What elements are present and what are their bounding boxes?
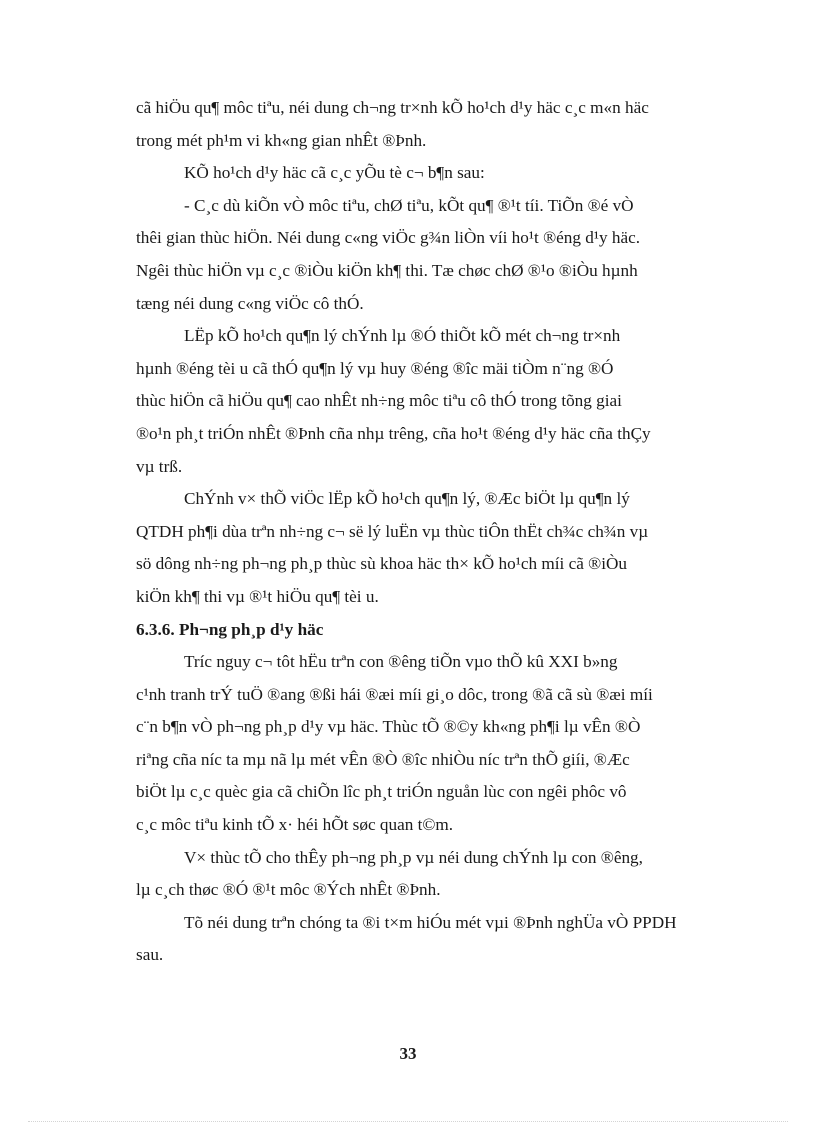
section-heading: 6.3.6. Ph¬ng ph¸p d¹y häc [136,619,324,639]
text-line: lµ c¸ch thøc ®Ó ®¹t môc ®Ých nhÊt ®Þnh. [136,880,441,900]
text-line: thùc hiÖn cã hiÖu qu¶ cao nhÊt nh÷ng môc tiªu cô thÓ trong tõng giai [136,391,622,411]
text-line: - C¸c dù kiÕn vÒ môc tiªu, chØ tiªu, kÕt qu¶ ®¹t tíi. TiÕn ®é vÒ [184,195,634,215]
text-line: c¹nh tranh trÝ tuÖ ®ang ®ßi hái ®æi míi gi¸o dôc, trong ®ã cã sù ®æi míi [136,684,653,704]
text-line: LËp kÕ ho¹ch qu¶n lý chÝnh lµ ®Ó thiÕt kÕ mét ch¬ng tr×nh [184,326,621,346]
text-line: Tõ néi dung trªn chóng ta ®i t×m hiÓu mét vµi ®Þnh nghÜa vÒ PPDH [184,912,677,932]
text-line: QTDH ph¶i dùa trªn nh÷ng c¬ së lý luËn vµ thùc tiÔn thËt ch¾c ch¾n vµ [136,521,649,541]
page-bottom-divider [28,1121,788,1122]
text-line: sö dông nh÷ng ph¬ng ph¸p thùc sù khoa häc th× kÕ ho¹ch míi cã ®iÒu [136,554,627,574]
text-line: biÖt lµ c¸c quèc gia cã chiÕn lîc ph¸t triÓn nguån lùc con ngêi phôc vô [136,782,627,802]
text-line: sau. [136,945,164,965]
text-line: thêi gian thùc hiÖn. Néi dung c«ng viÖc g¾n liÒn víi ho¹t ®éng d¹y häc. [136,228,641,248]
text-line: cã hiÖu qu¶ môc tiªu, néi dung ch¬ng tr×nh kÕ ho¹ch d¹y häc c¸c m«n häc [136,98,649,117]
text-line: vµ trß. [136,456,183,476]
text-line: ®o¹n ph¸t triÓn nhÊt ®Þnh cña nhµ trêng, cña ho¹t ®éng d¹y häc cña thÇy [136,423,651,443]
text-line: c¸c môc tiªu kinh tÕ x· héi hÕt søc quan t©m. [136,815,454,835]
text-line: trong mét ph¹m vi kh«ng gian nhÊt ®Þnh. [136,130,427,150]
page-number: 33 [399,1044,417,1063]
text-line: tæng néi dung c«ng viÖc cô thÓ. [136,293,364,313]
body-text [136,92,720,972]
text-line: KÕ ho¹ch d¹y häc cã c¸c yÕu tè c¬ b¶n sau: [184,163,485,183]
text-line: Ngêi thùc hiÖn vµ c¸c ®iÒu kiÖn kh¶ thi. Tæ chøc chØ ®¹o ®iÒu hµnh [136,260,638,280]
text-line: Tríc nguy c¬ tôt hËu trªn con ®êng tiÕn vµo thÕ kû XXI b»ng [184,652,618,672]
text-line: c¨n b¶n vÒ ph¬ng ph¸p d¹y vµ häc. Thùc tÕ ®©y kh«ng ph¶i lµ vÊn ®Ò [136,717,641,737]
text-line: V× thùc tÕ cho thÊy ph¬ng ph¸p vµ néi dung chÝnh lµ con ®êng, [184,847,643,867]
text-line: riªng cña níc ta mµ nã lµ mét vÊn ®Ò ®îc nhiÒu níc trªn thÕ giíi, ®Æc [136,749,630,769]
text-line: kiÖn kh¶ thi vµ ®¹t hiÖu qu¶ tèi u. [136,586,379,606]
text-line: ChÝnh v× thÕ viÖc lËp kÕ ho¹ch qu¶n lý, ®Æc biÖt lµ qu¶n lý [184,489,630,509]
text-line: hµnh ®éng tèi u cã thÓ qu¶n lý vµ huy ®éng ®îc mäi tiÒm n¨ng ®Ó [136,358,614,378]
